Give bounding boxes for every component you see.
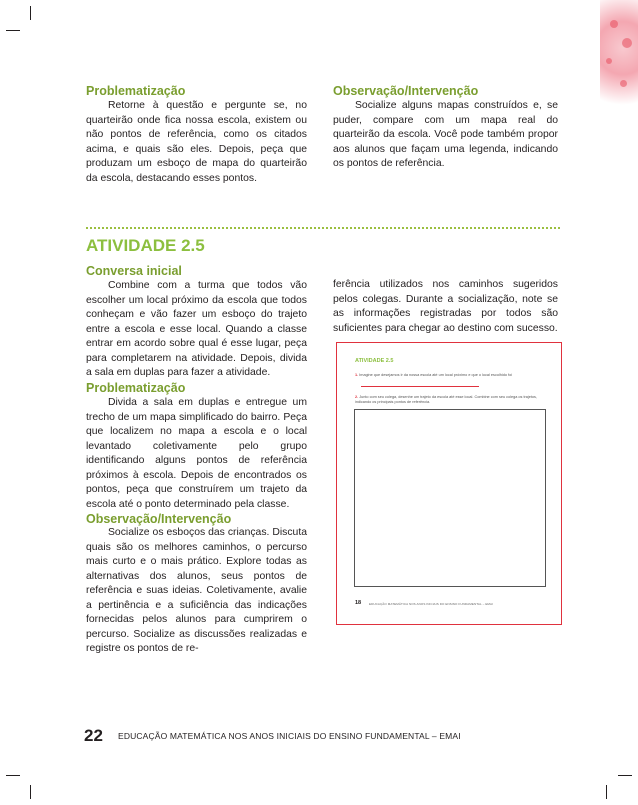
paragraph: ferência utilizados nos caminhos sugeridos pelos colegas. Durante a socialização, note se as informações registradas por todos são suficientes para chegar ao destino com sucesso. — [333, 279, 558, 334]
paragraph: Socialize alguns mapas construídos e, se puder, compare com um mapa real do quarteirão da escola. Você pode também propor aos alunos que façam uma legenda, indicando os pontos de referência. — [333, 100, 558, 169]
section-heading: Problematização — [86, 84, 186, 98]
crop-mark — [30, 6, 31, 20]
activity-title: ATIVIDADE 2.5 — [86, 236, 205, 255]
drawing-box — [354, 409, 546, 587]
crop-mark — [6, 775, 20, 776]
dotted-divider — [86, 227, 560, 229]
section-heading: Observação/Intervenção — [333, 84, 479, 98]
section-heading: Problematização — [86, 381, 186, 395]
page-number: 22 — [84, 726, 103, 745]
answer-line — [361, 386, 479, 387]
crop-mark — [30, 785, 31, 799]
crop-mark — [606, 785, 607, 799]
decorative-splash — [600, 0, 638, 120]
worksheet-title: ATIVIDADE 2.5 — [355, 358, 394, 364]
worksheet-question: 1. Imagine que desejamos ir da nossa escola até um local próximo e que o local escolhido foi — [355, 373, 513, 377]
footer-text: EDUCAÇÃO MATEMÁTICA NOS ANOS INICIAIS DO ENSINO FUNDAMENTAL – EMAI — [118, 731, 461, 741]
worksheet-footer: EDUCAÇÃO MATEMÁTICA NOS ANOS INICIAIS DO ENSINO FUNDAMENTAL – EMAI — [369, 601, 494, 606]
crop-mark — [6, 30, 20, 31]
section-heading: Observação/Intervenção — [86, 512, 232, 526]
paragraph: Socialize os esboços das crianças. Discuta quais são os melhores caminhos, o percurso mais curto e o mais prático. Explore todas as alternativas dos alunos, seus pontos de referência e suas ideias. Coletivamente, avalie a pertinência e a suficiência das indicações fornecidas pelos alunos para cumprirem o percurso. Socialize as discussões realizadas e registre os pontos de re- — [86, 527, 307, 654]
worksheet-page-number: 18 — [355, 600, 362, 606]
paragraph: Divida a sala em duplas e entregue um trecho de um mapa simplificado do bairro. Peça que localizem no mapa a escola e o local levantado coletivamente pelo grupo identificando alguns pontos de referência próximos à escola. Depois de encontrados os pontos, peça que construírem um trajeto da escola até o ponto determinado pela classe. — [86, 397, 307, 510]
worksheet-question: 2. Junto com seu colega, desenhe um trajeto da escola até esse local. Combine com seu colega os trajetos, indicando os principais pontos de referência. — [355, 395, 537, 404]
worksheet-thumbnail — [336, 342, 562, 625]
paragraph: Combine com a turma que todos vão escolher um local próximo da escola que todos conheçam e vão fazer um esboço do trajeto entre a escola e esse local. Quando a classe entrar em acordo sobre qual é esse lugar, peça para completarem na atividade. Depois, divida a sala em duplas para fazer a atividade. — [86, 280, 307, 378]
paragraph: Retorne à questão e pergunte se, no quarteirão onde fica nossa escola, existem ou não pontos de referência, como os citados acima, e quais são eles. Depois, peça que produzam um esboço de mapa do quarteirão da escola, destacando esses pontos. — [86, 100, 307, 184]
section-heading: Conversa inicial — [86, 264, 182, 278]
crop-mark — [618, 775, 632, 776]
